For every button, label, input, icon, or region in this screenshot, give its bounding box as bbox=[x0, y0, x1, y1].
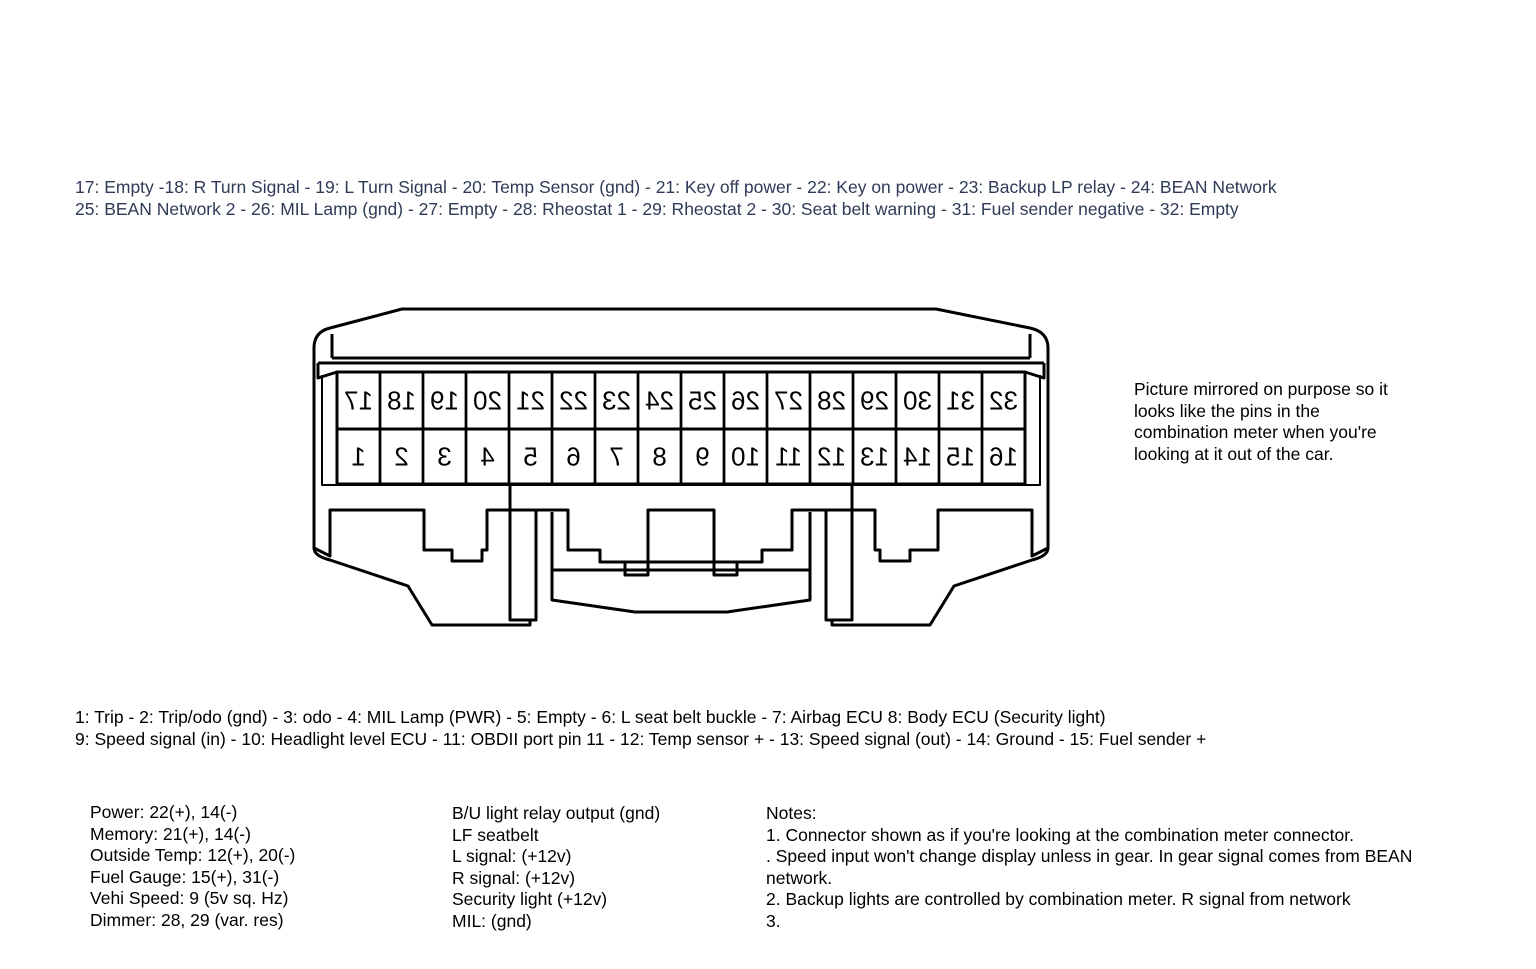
pin-number: 11 bbox=[775, 441, 802, 472]
output-item: LF seatbelt bbox=[452, 824, 539, 845]
pin-number: 17 bbox=[344, 385, 373, 416]
pin-number: 16 bbox=[989, 441, 1018, 472]
pin-number: 20 bbox=[473, 385, 502, 416]
pin-number: 30 bbox=[903, 385, 932, 416]
mirror-note-line: looks like the pins in the bbox=[1134, 400, 1320, 421]
pin-number: 18 bbox=[387, 385, 416, 416]
pin-number: 26 bbox=[731, 385, 760, 416]
output-item: MIL: (gnd) bbox=[452, 910, 532, 931]
function-item: Memory: 21(+), 14(-) bbox=[90, 823, 251, 844]
notes-line: 1. Connector shown as if you're looking at the combination meter connector. bbox=[766, 824, 1354, 845]
output-item: L signal: (+12v) bbox=[452, 846, 572, 867]
pin-number: 8 bbox=[652, 441, 667, 472]
bottom-pins-line-1: 1: Trip - 2: Trip/odo (gnd) - 3: odo - 4: MIL Lamp (PWR) - 5: Empty - 6: L seat belt buckle - 7: Airbag ECU 8: Body ECU (Security light) bbox=[75, 707, 1106, 727]
pin-number: 21 bbox=[516, 385, 545, 416]
notes-line: Notes: bbox=[766, 803, 817, 823]
pin-number: 19 bbox=[430, 385, 459, 416]
mirror-note bbox=[1134, 379, 1434, 465]
top-pins-line-1: 17: Empty -18: R Turn Signal - 19: L Turn Signal - 20: Temp Sensor (gnd) - 21: Key off power - 22: Key on power - 23: Backup LP relay - 24: BEAN Network bbox=[75, 177, 1277, 197]
output-item: R signal: (+12v) bbox=[452, 867, 576, 888]
pin-number: 13 bbox=[860, 441, 889, 472]
pin-number: 10 bbox=[731, 441, 760, 472]
top-pins-line-2: 25: BEAN Network 2 - 26: MIL Lamp (gnd) - 27: Empty - 28: Rheostat 1 - 29: Rheostat 2 - 30: Seat belt warning - 31: Fuel sender negative - 32: Empty bbox=[75, 199, 1239, 219]
outputs-list bbox=[452, 803, 660, 933]
pin-number: 3 bbox=[437, 441, 452, 472]
pin-number: 25 bbox=[688, 385, 717, 416]
mirror-note-line: Picture mirrored on purpose so it bbox=[1134, 379, 1388, 399]
pin-number: 22 bbox=[559, 385, 588, 416]
function-item: Outside Temp: 12(+), 20(-) bbox=[90, 845, 296, 866]
pin-number: 2 bbox=[394, 441, 409, 472]
pin-number: 6 bbox=[566, 441, 581, 472]
pin-number: 23 bbox=[602, 385, 631, 416]
notes-line: 2. Backup lights are controlled by combination meter. R signal from network bbox=[766, 889, 1351, 910]
notes-line: network. bbox=[766, 867, 833, 888]
pin-number: 7 bbox=[609, 441, 624, 472]
pin-number: 29 bbox=[860, 385, 889, 416]
notes-block bbox=[766, 803, 1412, 933]
mirror-note-line: combination meter when you're bbox=[1134, 422, 1377, 443]
output-item: Security light (+12v) bbox=[452, 889, 608, 910]
pin-number: 5 bbox=[523, 441, 538, 472]
mirror-note-line: looking at it out of the car. bbox=[1134, 443, 1334, 464]
function-item: Power: 22(+), 14(-) bbox=[90, 802, 238, 822]
pin-number: 27 bbox=[774, 385, 803, 416]
output-item: B/U light relay output (gnd) bbox=[452, 803, 661, 823]
pin-number: 9 bbox=[695, 441, 710, 472]
functions-list bbox=[90, 802, 295, 932]
notes-line: 3. bbox=[766, 910, 781, 931]
notes-line: . Speed input won't change display unless in gear. In gear signal comes from BEAN bbox=[766, 846, 1413, 867]
pin-number: 12 bbox=[817, 441, 846, 472]
function-item: Fuel Gauge: 15(+), 31(-) bbox=[90, 866, 280, 887]
connector-housing-bottom bbox=[314, 485, 1048, 620]
pin-number: 32 bbox=[989, 385, 1018, 416]
pin-number: 1 bbox=[351, 441, 366, 472]
pin-number: 24 bbox=[645, 385, 674, 416]
pin-number: 31 bbox=[946, 385, 975, 416]
function-item: Vehi Speed: 9 (5v sq. Hz) bbox=[90, 888, 289, 909]
pin-number: 15 bbox=[946, 441, 975, 472]
pin-number: 28 bbox=[817, 385, 846, 416]
function-item: Dimmer: 28, 29 (var. res) bbox=[90, 909, 284, 930]
bottom-pins-line-2: 9: Speed signal (in) - 10: Headlight level ECU - 11: OBDII port pin 11 - 12: Temp sensor + - 13: Speed signal (out) - 14: Ground - 15: Fuel sender + bbox=[75, 729, 1207, 749]
pin-number: 4 bbox=[480, 441, 495, 472]
pin-number: 14 bbox=[903, 441, 932, 472]
